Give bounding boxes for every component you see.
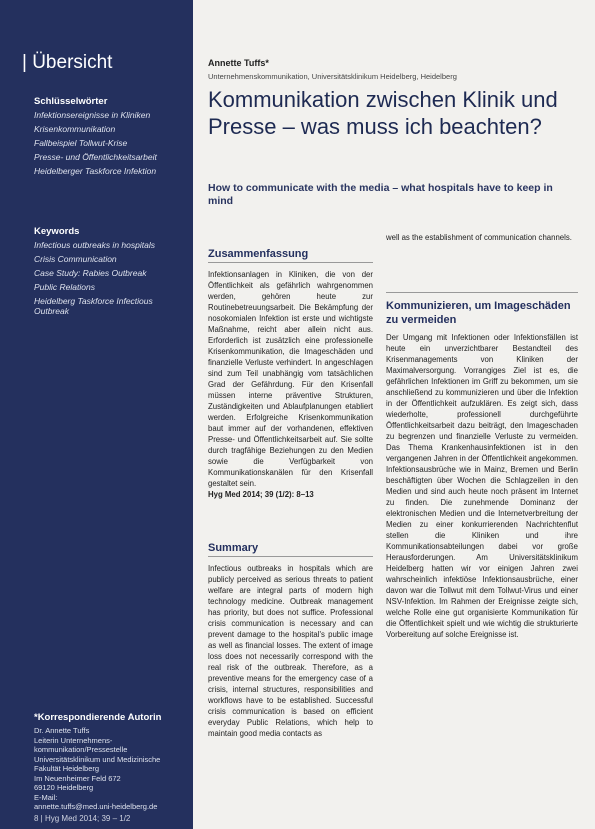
contact-line: Im Neuenheimer Feld 672	[34, 773, 121, 783]
zusammenfassung-header: Zusammenfassung	[208, 248, 373, 263]
contact-block	[34, 712, 184, 812]
contact-line: 69120 Heidelberg	[34, 783, 94, 792]
contact-line: Fakultät Heidelberg	[34, 764, 100, 773]
keyword-de: Heidelberger Taskforce Infektion	[34, 166, 157, 176]
section-header: Kommunizieren, um Imageschäden zu vermeiden	[386, 292, 578, 327]
keyword-en: Infectious outbreaks in hospitals	[34, 240, 155, 250]
keywords-de-header: Schlüsselwörter	[34, 96, 108, 107]
citation-ref: Hyg Med 2014; 39 (1/2): 8–13	[208, 490, 314, 499]
summary-continuation	[386, 232, 578, 243]
article-authors: Annette Tuffs*	[208, 58, 269, 68]
section-text: Der Umgang mit Infektionen oder Infektionsfällen ist heute ein unverzichtbarer Bestandteil des Krisenmanagements von Kliniken der Maximalversorgung. Vorrangiges Ziel ist es, die gefährlichen Infektionen im Griff zu bekommen, um sie anschließend zu kommunizieren und über die Infektion in der Öffentlichkeit aufzuklären. Es zeigt sich, dass wiederholte, professionell durchgeführte Öffentlichkeitsarbeit dazu beiträgt, den Imageschaden zu begrenzen und finanzielle Verluste zu vermeiden. Das Thema Krankenhausinfektionen ist in den vergangenen Jahren in der Öffentlichkeit angekommen. Infektionsausbrüche wie in Mainz, Bremen und Berlin beschäftigten über Wochen die Schlagzeilen in den Medien und sind auch heute noch präsent im Internet zu finden. Die zunehmende Dominanz der elektronischen Medien und die Internetverbreitung der Medien zu einer konkurrierenden Nachrichtenflut stellen die Kliniken und ihre Kommunikationsabteilungen dabei vor große Herausforderungen. Am Universitätsklinikum Heidelberg hatten wir vor einigen Jahren zwei wahrscheinlich infektiöse Infektionsausbrüche, einer davon war die Tollwut mit dem Tollwut-Virus und einer NSV-Infektion. Im Rahmen der Ereignisse zeigte sich, welche Rolle eine gut organisierte Kommunikation für die Öffentlichkeit spielt und wie wichtig die strukturierte Vorbereitung auf solche Ereignisse ist.	[386, 333, 578, 639]
keyword-en: Heidelberg Taskforce Infectious Outbreak	[34, 296, 153, 316]
keyword-de: Presse- und Öffentlichkeitsarbeit	[34, 152, 157, 162]
article-main	[208, 0, 583, 829]
keyword-en: Crisis Communication	[34, 254, 117, 264]
summary-section	[208, 542, 373, 739]
keywords-en-header: Keywords	[34, 226, 80, 237]
sidebar	[0, 0, 193, 829]
keywords-en-block	[34, 226, 184, 320]
keyword-de: Infektionsereignisse in Kliniken	[34, 110, 151, 120]
contact-email[interactable]: annette.tuffs@med.uni-heidelberg.de	[34, 802, 158, 811]
contact-line: kommunikation/Pressestelle	[34, 745, 128, 754]
contact-line: Universitätsklinikum und Medizinische	[34, 754, 161, 764]
summary-header: Summary	[208, 542, 373, 557]
contact-line: E-Mail:	[34, 792, 58, 802]
section-title: | Übersicht	[22, 52, 113, 73]
article-affiliation: Unternehmenskommunikation, Universitätsklinikum Heidelberg, Heidelberg	[208, 72, 457, 81]
keywords-de-block	[34, 96, 184, 180]
keyword-en: Public Relations	[34, 282, 95, 292]
keyword-de: Krisenkommunikation	[34, 124, 116, 134]
summary-continuation-text: well as the establishment of communication channels.	[386, 233, 572, 242]
article-subtitle: How to communicate with the media – what hospitals have to keep in mind	[208, 182, 553, 207]
keyword-en: Case Study: Rabies Outbreak	[34, 268, 147, 278]
zusammenfassung-text: Infektionsanlagen in Kliniken, die von der Öffentlichkeit als gefährlich wahrgenommen werden, gehören heute zur Routinebetreuungsarbeit. Die Bekämpfung der nosokomialen Infektion ist erste und wichtigste Maßnahme, reicht aber allein nicht aus. Erforderlich ist zusätzlich eine professionelle Krisenkommunikation, die Imageschäden und finanzielle Verluste verhindert. In angeschlagen sind zum Teil unabhängig vom tatsächlichen Grad der Gefährdung. Für den Krisenfall müssen interne präventive Strukturen, Zuständigkeiten und Ablaufplanungen etabliert werden. Erfolgreiche Krisenkommunikation baut immer auf der vorhandenen, effektiven Presse- und Öffentlichkeitsarbeit auf. Sie sollte durch tragfähige Beziehungen zu den Medien sowie die Verfügbarkeit von Kommunikationskanälen für den Krisenfall gestaltet sein.	[208, 270, 373, 488]
zusammenfassung-section	[208, 248, 373, 500]
article-title: Kommunikation zwischen Klinik und Presse – was muss ich beachten?	[208, 87, 558, 139]
page-footer: 8 | Hyg Med 2014; 39 – 1/2	[34, 814, 131, 823]
contact-line: Dr. Annette Tuffs	[34, 726, 90, 735]
summary-text: Infectious outbreaks in hospitals which are publicly perceived as serious threats to patient welfare are integral parts of modern high technology medicine. Outbreak management has priority, but does not suffice. Professional crisis communication is necessary and can prevent damage to the hospital's public image as well as financial losses. The extent of image loss does not necessarily correspond with the real risk of the outbreak. Therefore, as a preventive means for the emergency case of a crisis, internal structures, responsibilities and workflows have to be established. Successful crisis communication is based on efficient everyday Public Relations, which help to maintain good media contacts as	[208, 564, 373, 738]
keyword-de: Fallbeispiel Tollwut-Krise	[34, 138, 128, 148]
contact-line: Leiterin Unternehmens-	[34, 735, 113, 745]
contact-header: *Korrespondierende Autorin	[34, 712, 162, 723]
section-image	[386, 292, 578, 640]
